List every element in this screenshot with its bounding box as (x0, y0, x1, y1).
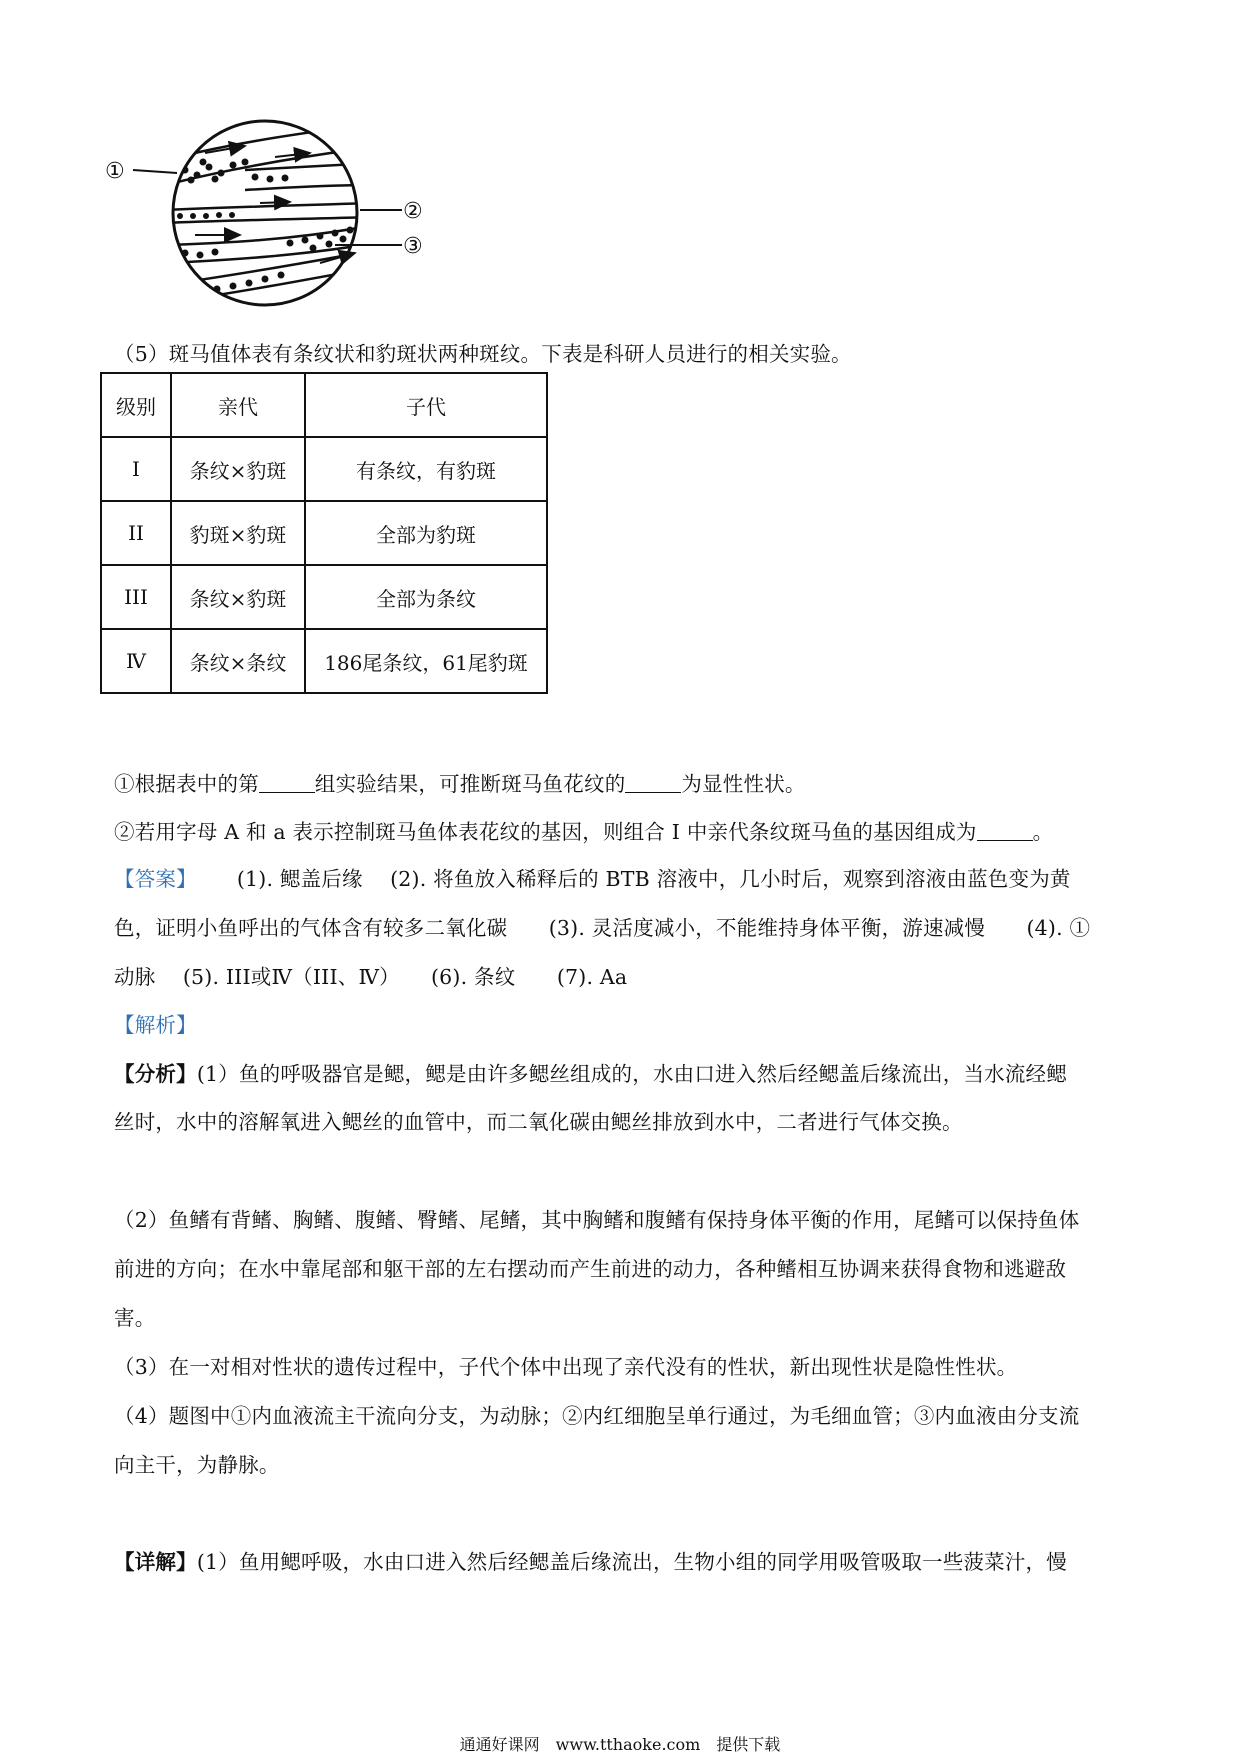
label-1: ① (105, 159, 125, 184)
table-cell: 豹斑×豹斑 (171, 501, 305, 565)
analysis-p2-line1: （2）鱼鳍有背鳍、胸鳍、腹鳍、臀鳍、尾鳍，其中胸鳍和腹鳍有保持身体平衡的作用，尾鳍可以保持鱼体 (114, 1208, 1080, 1232)
subquestion-1-text-a: ①根据表中的第 (114, 772, 259, 796)
table-cell: 全部为豹斑 (305, 501, 547, 565)
detail-line-1 (114, 1545, 1067, 1575)
header-cell: 级别 (101, 373, 171, 437)
answer-label: 【答案】 (114, 867, 197, 891)
subquestion-1-text-c: 为显性性状。 (681, 772, 806, 796)
answer-line-1 (114, 862, 1071, 892)
question-5-intro: （5）斑马值体表有条纹状和豹斑状两种斑纹。下表是科研人员进行的相关实验。 (114, 342, 852, 366)
subquestion-1-text-b: 组实验结果，可推断斑马鱼花纹的 (314, 772, 626, 796)
label-2: ② (403, 199, 423, 224)
table-cell: II (101, 501, 171, 565)
table-header-row (101, 373, 547, 437)
detail-text: (1）鱼用鳃呼吸，水由口进入然后经鳃盖后缘流出，生物小组的同学用吸管吸取一些菠菜汁，慢 (196, 1550, 1067, 1574)
answer-line-2: 色，证明小鱼呼出的气体含有较多二氧化碳 (3). 灵活度减小，不能维持身体平衡，游速减慢 (4). ① (114, 916, 1091, 940)
label-3: ③ (403, 234, 423, 259)
page-footer: 通通好课网 www.tthaoke.com 提供下载 (459, 1735, 781, 1754)
table-cell: 186尾条纹，61尾豹斑 (305, 629, 547, 693)
analysis-p4-line2: 向主干，为静脉。 (114, 1453, 280, 1477)
answer-text-1: (1). 鳃盖后缘 (2). 将鱼放入稀释后的 BTB 溶液中，几小时后，观察到溶液由蓝色变为黄 (236, 867, 1071, 891)
table-row (101, 501, 547, 565)
analysis-p1-line1 (114, 1057, 1067, 1087)
table-cell: 条纹×条纹 (171, 629, 305, 693)
table-cell: I (101, 437, 171, 501)
answer-blank (625, 774, 681, 793)
analysis-p1-line2: 丝时，水中的溶解氧进入鳃丝的血管中，而二氧化碳由鳃丝排放到水中，二者进行气体交换。 (114, 1110, 963, 1134)
table-cell: III (101, 565, 171, 629)
analysis-p4-line1: （4）题图中①内血液流主干流向分支，为动脉；②内红细胞呈单行通过，为毛细血管；③内血液由分支流 (114, 1404, 1080, 1428)
experiment-table (100, 372, 548, 694)
header-cell: 子代 (305, 373, 547, 437)
table-row (101, 629, 547, 693)
answer-line-3: 动脉 (5). III或Ⅳ（III、Ⅳ） (6). 条纹 (7). Aa (114, 965, 628, 989)
table-cell: 有条纹，有豹斑 (305, 437, 547, 501)
analysis-p2-line2: 前进的方向；在水中靠尾部和躯干部的左右摆动而产生前进的动力，各种鳍相互协调来获得食物和逃避敌 (114, 1257, 1067, 1281)
blood-vessel-figure (105, 115, 445, 315)
answer-blank (259, 774, 315, 793)
subquestion-2-text-a: ②若用字母 A 和 a 表示控制斑马鱼体表花纹的基因，则组合 I 中亲代条纹斑马鱼的基因组成为 (114, 820, 977, 844)
subquestion-1 (114, 767, 806, 797)
analysis-p2-line3: 害。 (114, 1306, 156, 1330)
table-row (101, 565, 547, 629)
table-cell: 全部为条纹 (305, 565, 547, 629)
header-cell: 亲代 (171, 373, 305, 437)
detail-label: 【详解】 (114, 1550, 197, 1574)
table-row (101, 437, 547, 501)
analysis-p1-text: (1）鱼的呼吸器官是鳃，鳃是由许多鳃丝组成的，水由口进入然后经鳃盖后缘流出，当水流经鳃 (196, 1062, 1067, 1086)
subquestion-2 (114, 815, 1053, 845)
analysis-p3: （3）在一对相对性状的遗传过程中，子代个体中出现了亲代没有的性状，新出现性状是隐性性状。 (114, 1355, 1018, 1379)
answer-blank (977, 822, 1033, 841)
table-cell: 条纹×豹斑 (171, 437, 305, 501)
analysis-label: 【解析】 (114, 1013, 197, 1037)
table-cell: Ⅳ (101, 629, 171, 693)
table-cell: 条纹×豹斑 (171, 565, 305, 629)
subquestion-2-text-b: 。 (1032, 820, 1054, 844)
fenxi-label: 【分析】 (114, 1062, 197, 1086)
